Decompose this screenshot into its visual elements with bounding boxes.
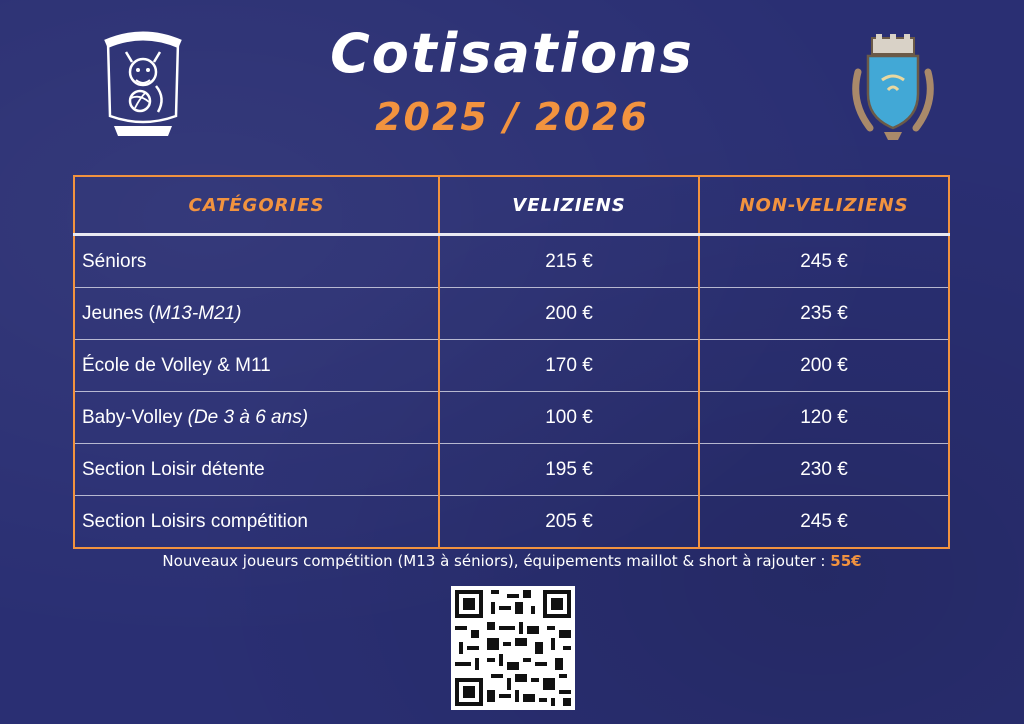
non-veliziens-price: 245 € [699,235,949,288]
table-row [74,392,949,444]
category-label: Section Loisir détente [82,458,265,480]
table-row [74,496,949,549]
table-row [74,235,949,288]
season-subtitle: 2025 / 2026 [375,95,649,139]
non-veliziens-price: 120 € [699,392,949,444]
fees-table [73,175,950,549]
non-veliziens-price: 245 € [699,496,949,549]
table-row [74,340,949,392]
veliziens-price: 100 € [439,392,699,444]
category-label: École de Volley & M11 [82,354,271,376]
category-cell [74,444,439,496]
veliziens-price: 200 € [439,288,699,340]
category-cell [74,288,439,340]
category-label: Section Loisirs compétition [82,510,308,532]
category-cell [74,340,439,392]
category-note: (De 3 à 6 ans) [187,406,309,428]
equipment-note [0,552,1024,570]
table-row [74,288,949,340]
category-note: M13-M21) [154,302,242,324]
equipment-price: 55€ [830,552,862,570]
category-label: Séniors [82,250,147,272]
category-cell [74,235,439,288]
non-veliziens-price: 230 € [699,444,949,496]
qr-code-icon[interactable] [451,586,575,710]
table-header-row [74,176,949,235]
header-veliziens: VELIZIENS [439,176,699,235]
header-categories: CATÉGORIES [74,176,439,235]
table-row [74,444,949,496]
page-title: Cotisations [330,22,694,85]
veliziens-price: 215 € [439,235,699,288]
category-label: Jeunes ( [82,302,155,324]
category-cell [74,496,439,549]
non-veliziens-price: 200 € [699,340,949,392]
veliziens-price: 195 € [439,444,699,496]
equipment-note-text: Nouveaux joueurs compétition (M13 à séniors), équipements maillot & short à rajouter : [162,552,831,570]
category-label: Baby-Volley [82,406,188,428]
category-cell [74,392,439,444]
non-veliziens-price: 235 € [699,288,949,340]
veliziens-price: 205 € [439,496,699,549]
veliziens-price: 170 € [439,340,699,392]
header-non-veliziens: NON-VELIZIENS [699,176,949,235]
